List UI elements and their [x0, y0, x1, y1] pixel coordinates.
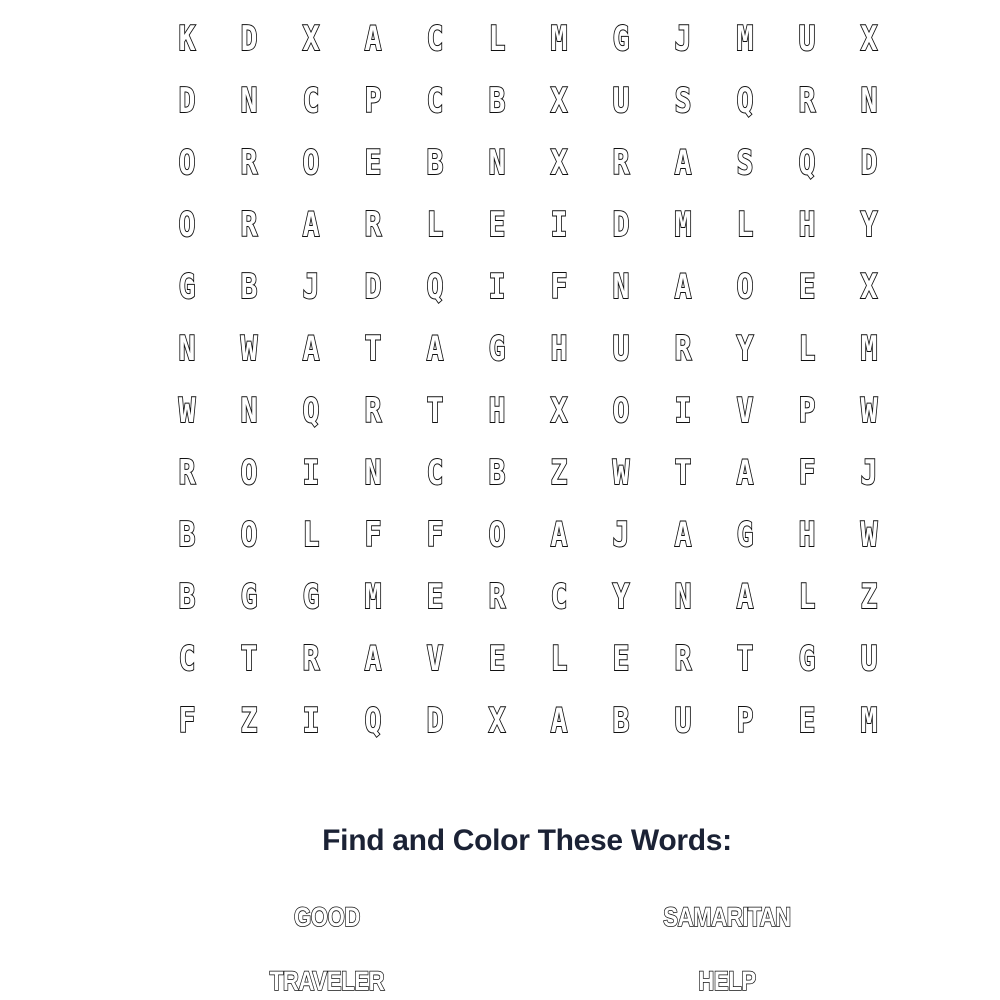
- grid-cell[interactable]: W: [240, 329, 258, 369]
- grid-cell[interactable]: N: [674, 577, 692, 617]
- grid-cell[interactable]: E: [426, 577, 444, 617]
- grid-cell[interactable]: V: [736, 391, 754, 431]
- grid-cell[interactable]: E: [798, 267, 816, 307]
- grid-cell[interactable]: E: [488, 639, 506, 679]
- grid-cell[interactable]: Z: [860, 577, 878, 617]
- grid-cell[interactable]: A: [364, 19, 382, 59]
- grid-cell[interactable]: A: [550, 701, 568, 741]
- grid-cell[interactable]: C: [302, 81, 320, 121]
- grid-cell[interactable]: X: [550, 391, 568, 431]
- grid-cell[interactable]: B: [240, 267, 258, 307]
- grid-cell[interactable]: X: [550, 143, 568, 183]
- word-list-item: TRAVELER: [269, 966, 385, 996]
- grid-cell[interactable]: X: [488, 701, 506, 741]
- grid-cell[interactable]: O: [612, 391, 630, 431]
- grid-cell[interactable]: I: [550, 205, 568, 245]
- grid-cell[interactable]: M: [860, 329, 878, 369]
- grid-cell[interactable]: N: [612, 267, 630, 307]
- grid-cell[interactable]: W: [178, 391, 196, 431]
- grid-cell[interactable]: R: [674, 329, 692, 369]
- grid-cell[interactable]: L: [798, 329, 816, 369]
- grid-cell[interactable]: L: [798, 577, 816, 617]
- grid-cell[interactable]: O: [178, 143, 196, 183]
- grid-cell[interactable]: R: [364, 205, 382, 245]
- grid-cell[interactable]: W: [860, 515, 878, 555]
- grid-cell[interactable]: R: [302, 639, 320, 679]
- grid-cell[interactable]: Y: [736, 329, 754, 369]
- grid-cell[interactable]: T: [426, 391, 444, 431]
- grid-cell[interactable]: L: [550, 639, 568, 679]
- grid-cell[interactable]: N: [364, 453, 382, 493]
- grid-cell[interactable]: M: [860, 701, 878, 741]
- grid-cell[interactable]: C: [426, 453, 444, 493]
- grid-cell[interactable]: U: [860, 639, 878, 679]
- grid-cell[interactable]: B: [612, 701, 630, 741]
- grid-cell[interactable]: B: [488, 453, 506, 493]
- grid-cell[interactable]: C: [178, 639, 196, 679]
- grid-cell[interactable]: O: [178, 205, 196, 245]
- grid-cell[interactable]: Q: [798, 143, 816, 183]
- grid-cell[interactable]: E: [488, 205, 506, 245]
- grid-cell[interactable]: B: [426, 143, 444, 183]
- grid-cell[interactable]: E: [798, 701, 816, 741]
- grid-cell[interactable]: F: [178, 701, 196, 741]
- word-list-heading: Find and Color These Words:: [322, 824, 732, 857]
- grid-cell[interactable]: V: [426, 639, 444, 679]
- grid-cell[interactable]: R: [178, 453, 196, 493]
- grid-cell[interactable]: F: [426, 515, 444, 555]
- grid-cell[interactable]: O: [736, 267, 754, 307]
- grid-cell[interactable]: M: [550, 19, 568, 59]
- grid-cell[interactable]: E: [364, 143, 382, 183]
- grid-cell[interactable]: S: [674, 81, 692, 121]
- word-search-grid: [156, 8, 900, 752]
- grid-cell[interactable]: Q: [364, 701, 382, 741]
- grid-cell[interactable]: G: [240, 577, 258, 617]
- grid-cell[interactable]: Q: [736, 81, 754, 121]
- grid-cell[interactable]: C: [426, 19, 444, 59]
- grid-cell[interactable]: L: [426, 205, 444, 245]
- grid-cell[interactable]: C: [426, 81, 444, 121]
- grid-cell[interactable]: R: [240, 143, 258, 183]
- grid-cell[interactable]: P: [736, 701, 754, 741]
- word-list-item: SAMARITAN: [663, 902, 791, 932]
- grid-cell[interactable]: G: [612, 19, 630, 59]
- grid-cell[interactable]: T: [240, 639, 258, 679]
- grid-cell[interactable]: P: [798, 391, 816, 431]
- grid-cell[interactable]: O: [302, 143, 320, 183]
- grid-cell[interactable]: D: [364, 267, 382, 307]
- grid-cell[interactable]: J: [860, 453, 878, 493]
- grid-cell[interactable]: B: [178, 577, 196, 617]
- grid-cell[interactable]: C: [550, 577, 568, 617]
- grid-cell[interactable]: N: [240, 391, 258, 431]
- grid-cell[interactable]: R: [240, 205, 258, 245]
- grid-cell[interactable]: U: [674, 701, 692, 741]
- grid-cell[interactable]: I: [488, 267, 506, 307]
- word-list-item: GOOD: [293, 902, 361, 932]
- grid-cell[interactable]: M: [674, 205, 692, 245]
- grid-cell[interactable]: X: [860, 19, 878, 59]
- grid-cell[interactable]: A: [364, 639, 382, 679]
- grid-cell[interactable]: D: [426, 701, 444, 741]
- grid-cell[interactable]: U: [612, 329, 630, 369]
- grid-cell[interactable]: U: [798, 19, 816, 59]
- grid-cell[interactable]: T: [736, 639, 754, 679]
- grid-cell[interactable]: S: [736, 143, 754, 183]
- grid-cell[interactable]: O: [488, 515, 506, 555]
- grid-cell[interactable]: Q: [302, 391, 320, 431]
- grid-cell[interactable]: A: [302, 205, 320, 245]
- grid-cell[interactable]: I: [302, 453, 320, 493]
- grid-cell[interactable]: W: [860, 391, 878, 431]
- grid-cell[interactable]: R: [612, 143, 630, 183]
- grid-cell[interactable]: J: [302, 267, 320, 307]
- grid-cell[interactable]: A: [674, 515, 692, 555]
- grid-cell[interactable]: Z: [240, 701, 258, 741]
- grid-cell[interactable]: M: [736, 19, 754, 59]
- grid-cell[interactable]: X: [860, 267, 878, 307]
- grid-cell[interactable]: H: [550, 329, 568, 369]
- grid-cell[interactable]: A: [550, 515, 568, 555]
- grid-cell[interactable]: A: [736, 577, 754, 617]
- grid-cell[interactable]: D: [860, 143, 878, 183]
- grid-cell[interactable]: A: [302, 329, 320, 369]
- grid-cell[interactable]: Y: [612, 577, 630, 617]
- grid-cell[interactable]: L: [736, 205, 754, 245]
- grid-cell[interactable]: A: [426, 329, 444, 369]
- grid-cell[interactable]: G: [178, 267, 196, 307]
- grid-cell[interactable]: N: [240, 81, 258, 121]
- grid-cell[interactable]: D: [612, 205, 630, 245]
- grid-cell[interactable]: Q: [426, 267, 444, 307]
- grid-cell[interactable]: J: [674, 19, 692, 59]
- grid-cell[interactable]: F: [798, 453, 816, 493]
- grid-cell[interactable]: H: [488, 391, 506, 431]
- grid-cell[interactable]: R: [364, 391, 382, 431]
- grid-cell[interactable]: F: [550, 267, 568, 307]
- grid-cell[interactable]: P: [364, 81, 382, 121]
- grid-cell[interactable]: I: [302, 701, 320, 741]
- grid-cell[interactable]: H: [798, 205, 816, 245]
- grid-cell[interactable]: T: [674, 453, 692, 493]
- grid-cell[interactable]: A: [674, 267, 692, 307]
- grid-cell[interactable]: E: [612, 639, 630, 679]
- grid-cell[interactable]: H: [798, 515, 816, 555]
- grid-cell[interactable]: F: [364, 515, 382, 555]
- grid-cell[interactable]: N: [860, 81, 878, 121]
- grid-cell[interactable]: X: [550, 81, 568, 121]
- grid-cell[interactable]: N: [488, 143, 506, 183]
- grid-cell[interactable]: T: [364, 329, 382, 369]
- grid-cell[interactable]: K: [178, 19, 196, 59]
- grid-cell[interactable]: J: [612, 515, 630, 555]
- grid-cell[interactable]: R: [674, 639, 692, 679]
- grid-cell[interactable]: Z: [550, 453, 568, 493]
- grid-cell[interactable]: L: [302, 515, 320, 555]
- grid-cell[interactable]: D: [240, 19, 258, 59]
- grid-cell[interactable]: G: [736, 515, 754, 555]
- grid-cell[interactable]: B: [178, 515, 196, 555]
- grid-cell[interactable]: A: [736, 453, 754, 493]
- grid-cell[interactable]: N: [178, 329, 196, 369]
- grid-cell[interactable]: I: [674, 391, 692, 431]
- grid-cell[interactable]: G: [798, 639, 816, 679]
- grid-cell[interactable]: B: [488, 81, 506, 121]
- grid-cell[interactable]: O: [240, 453, 258, 493]
- grid-cell[interactable]: G: [302, 577, 320, 617]
- grid-cell[interactable]: W: [612, 453, 630, 493]
- grid-cell[interactable]: L: [488, 19, 506, 59]
- grid-cell[interactable]: D: [178, 81, 196, 121]
- word-list-item: HELP: [698, 966, 756, 996]
- grid-cell[interactable]: U: [612, 81, 630, 121]
- grid-cell[interactable]: R: [488, 577, 506, 617]
- grid-cell[interactable]: A: [674, 143, 692, 183]
- grid-cell[interactable]: G: [488, 329, 506, 369]
- grid-cell[interactable]: M: [364, 577, 382, 617]
- grid-cell[interactable]: X: [302, 19, 320, 59]
- grid-cell[interactable]: Y: [860, 205, 878, 245]
- grid-cell[interactable]: R: [798, 81, 816, 121]
- grid-cell[interactable]: O: [240, 515, 258, 555]
